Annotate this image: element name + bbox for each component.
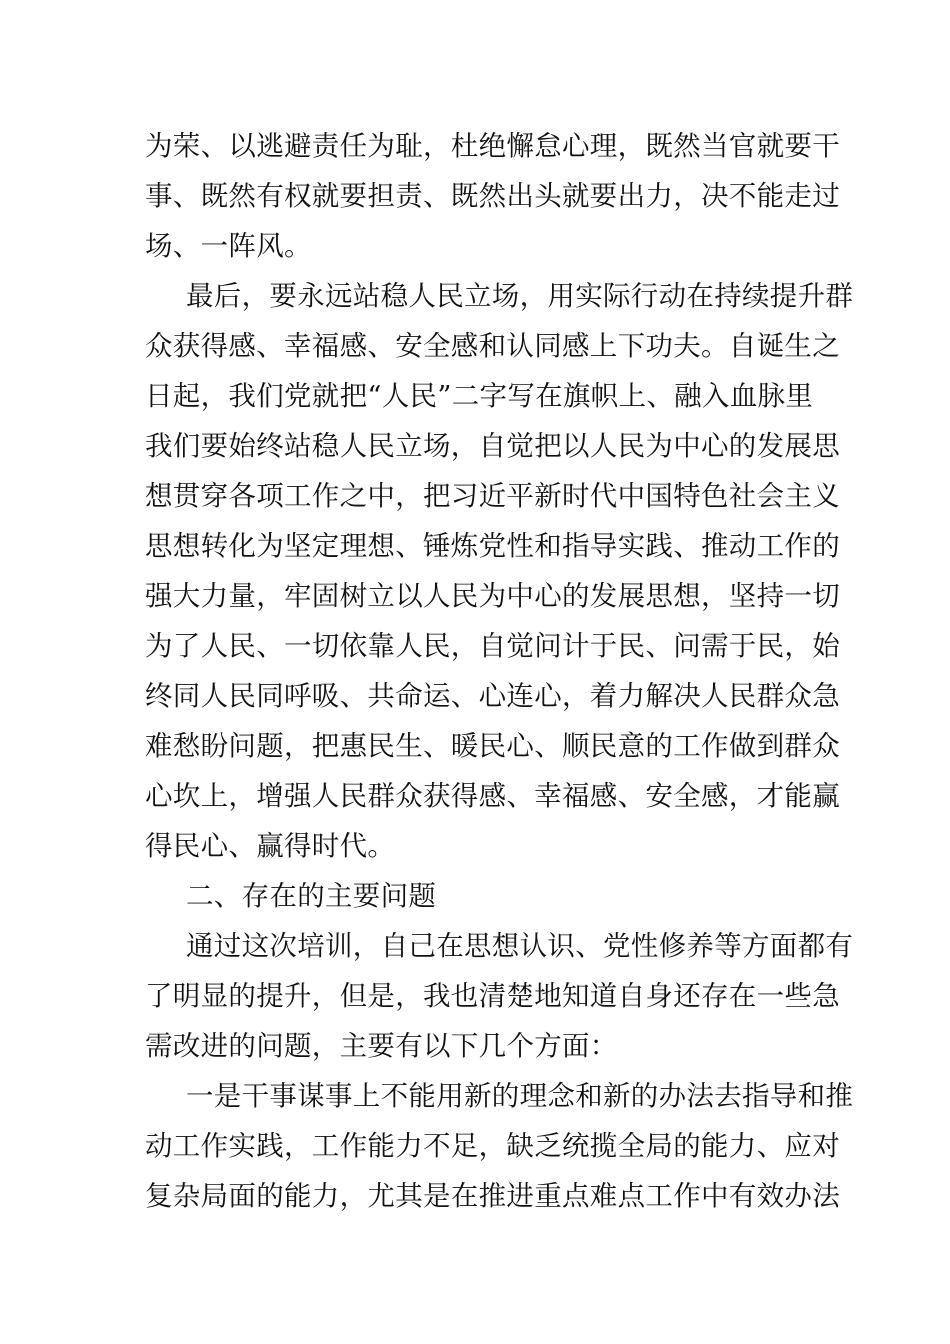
text-line: 强大力量，牢固树立以人民为中心的发展思想，坚持一切 xyxy=(145,580,840,612)
text-line: 众获得感、幸福感、安全感和认同感上下功夫。自诞生之 xyxy=(145,330,840,362)
text-line: 事、既然有权就要担责、既然出头就要出力，决不能走过 xyxy=(145,180,840,212)
text-line: 为了人民、一切依靠人民，自觉问计于民、问需于民，始 xyxy=(145,630,840,662)
text-line: 日起，我们党就把“人民”二字写在旗帜上、融入血脉里 xyxy=(145,380,814,412)
text-line: 想贯穿各项工作之中，把习近平新时代中国特色社会主义 xyxy=(145,480,840,512)
text-line: 二、存在的主要问题 xyxy=(186,880,437,912)
text-line: 了明显的提升，但是，我也清楚地知道自身还存在一些急 xyxy=(145,980,840,1012)
body-text xyxy=(145,121,854,1221)
text-line: 动工作实践，工作能力不足，缺乏统揽全局的能力、应对 xyxy=(145,1130,840,1162)
text-line: 心坎上，增强人民群众获得感、幸福感、安全感，才能赢 xyxy=(145,780,840,812)
text-line: 通过这次培训，自己在思想认识、党性修养等方面都有 xyxy=(186,930,854,962)
text-line: 复杂局面的能力，尤其是在推进重点难点工作中有效办法 xyxy=(145,1180,840,1212)
text-line: 场、一阵风。 xyxy=(145,230,312,262)
text-line: 我们要始终站稳人民立场，自觉把以人民为中心的发展思 xyxy=(145,430,840,462)
text-line: 一是干事谋事上不能用新的理念和新的办法去指导和推 xyxy=(186,1080,854,1112)
text-line: 难愁盼问题，把惠民生、暖民心、顺民意的工作做到群众 xyxy=(145,730,840,762)
text-line: 得民心、赢得时代。 xyxy=(145,830,396,862)
text-line: 为荣、以逃避责任为耻，杜绝懈怠心理，既然当官就要干 xyxy=(145,130,840,162)
text-line: 需改进的问题，主要有以下几个方面： xyxy=(145,1030,618,1062)
text-line: 思想转化为坚定理想、锤炼党性和指导实践、推动工作的 xyxy=(145,530,840,562)
text-line: 最后，要永远站稳人民立场，用实际行动在持续提升群 xyxy=(186,280,854,312)
text-line: 终同人民同呼吸、共命运、心连心，着力解决人民群众急 xyxy=(145,680,840,712)
